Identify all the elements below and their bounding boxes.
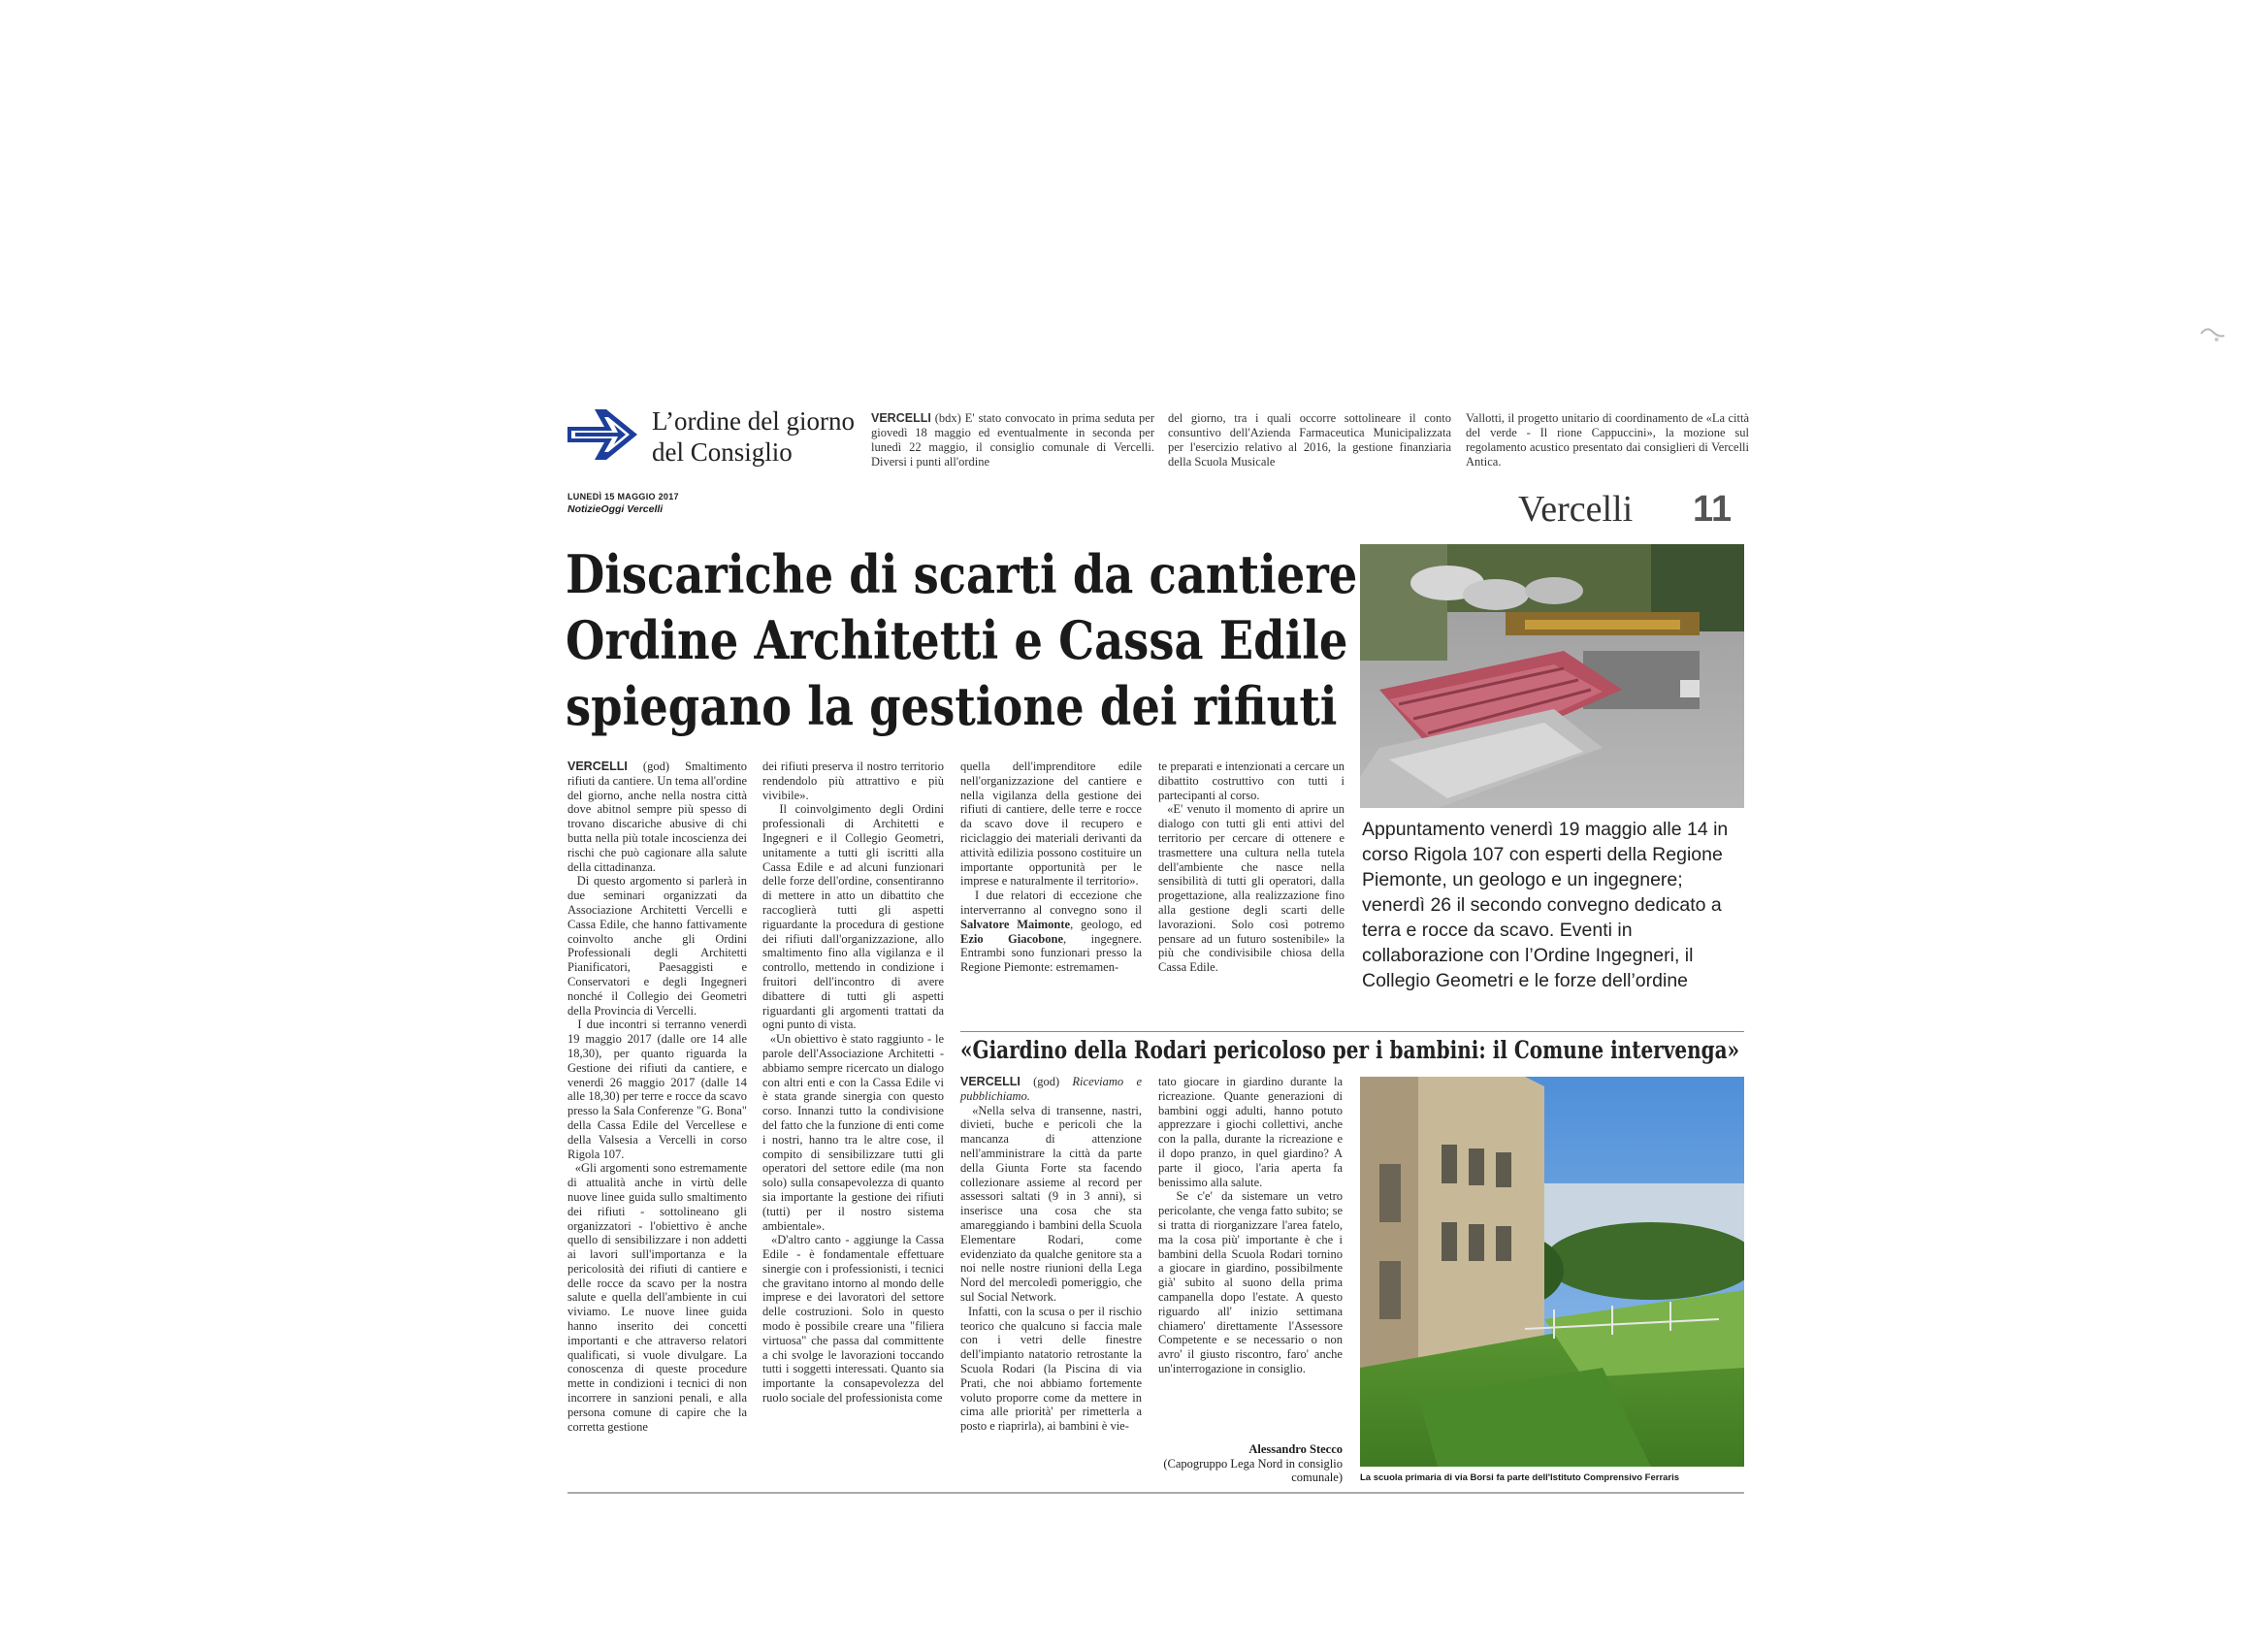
photo-caption: La scuola primaria di via Borsi fa parte dell'Istituto Comprensivo Ferraris: [1360, 1472, 1680, 1483]
section-name: Vercelli: [1518, 489, 1634, 530]
dateline: VERCELLI: [567, 760, 628, 773]
agenda-text: (bdx) E' stato convocato in prima seduta per giovedì 18 maggio ed eventualmente in seconda per lunedì 22 maggio, il consiglio comunale di Vercelli. Diversi i punti all'ordine: [871, 411, 1154, 469]
article-column: [1158, 760, 1345, 975]
paragraph: , ingegnere. Entrambi sono funzionari presso la Regione Piemonte: estremamen-: [960, 931, 1142, 975]
paragraph: «Un obiettivo è stato raggiunto - le parole dell'Associazione Architetti - abbiamo sempre ricercato un dialogo con altri enti e con la Cassa Edile vi è stata grande sinergia con questo corso. Innanzi tutto la condivisione del fatto che la funzione di enti come i nostri, hanno tra le altre cose, il compito di sensibilizzare tutti gli operatori del settore edile (ma non solo) sulla consapevolezza di quanto sia importante la gestione dei rifiuti (tutti) per il nostro sistema ambientale».: [762, 1032, 945, 1233]
paragraph: (god) Smaltimento rifiuti da cantiere. Un tema all'ordine del giorno, anche nella nostra città dove abitnol sempre più spesso di trovano discariche abusive di chi butta nella più totale incoscienza dei rischi che può cagionare alla salute della cittadinanza.: [567, 760, 747, 874]
agenda-column: del giorno, tra i quali occorre sottolineare il conto consuntivo dell'Azienda Farmaceutica Municipalizzata per l'esercizio relativo al 2016, la gestione finanziaria della Scuola Musicale: [1168, 411, 1451, 469]
headline-line: spiegano la gestione dei rifiuti: [566, 675, 1338, 737]
speaker-name: Salvatore Maimonte: [960, 917, 1071, 931]
paragraph: Il coinvolgimento degli Ordini professionali di Architetti e Ingegneri e il Collegio Geometri, unitamente a tutti gli iscritti alla Cassa Edile e ad alcuni funzionari delle forze dell'ordine, consentiranno di mettere in atto un dibattito che raccoglierà tutti gli aspetti riguardante la procedura di gestione dei rifiuti dall'organizzazione, allo smaltimento fino alla vigilanza e il controllo, mettendo in condizione i fruitori dell'incontro di avere dibattere di tutti gli aspetti riguardanti gli argomenti trattati da ogni punto di vista.: [762, 802, 944, 1032]
paragraph: «Nella selva di transenne, nastri, divieti, buche e pericoli che la mancanza di attenzione nell'amministrare la città da parte della Giunta Forte sta facendo collezionare assieme al record per assessori saltati (9 in 3 anni), si inserisce una cosa che sta amareggiando i bambini della Scuola Elementare Rodari, come evidenziato da qualche genitore sta a noi nelle nostre riunioni della Lega Nord del mercoledì pomeriggio, che sul Social Network.: [960, 1103, 1142, 1304]
issue-date: LUNEDÌ 15 MAGGIO 2017: [567, 492, 679, 501]
paragraph: I due relatori di eccezione che interverranno al convegno sono il: [960, 889, 1142, 917]
agenda-column: Vallotti, il progetto unitario di coordinamento de «La città del verde - Il rione Cappuccini», la mozione sul regolamento acustico presentato dai consiglieri di Vercelli Antica.: [1466, 411, 1749, 469]
article-column: [762, 760, 944, 1406]
paragraph: quella dell'imprenditore edile nell'organizzazione del cantiere e nella vigilanza della gestione dei rifiuti di cantiere, delle terre e rocce da scavo dove il recupero e riciclaggio dei materiali derivanti da attività edilizia possono costituire un importante opportunità per le imprese e naturalmente il territorio».: [960, 760, 1142, 889]
paragraph: tato giocare in giardino durante la ricreazione. Quante generazioni di bambini oggi adulti, hanno potuto apprezzare i giochi collettivi, anche con la palla, durante la ricreazione e il dopo pranzo, in quel giardino? A parte il gioco, l'aria aperta fa benissimo alla salute.: [1158, 1075, 1343, 1189]
paragraph: «Gli argomenti sono estremamente di attualità anche in virtù delle nuove linee guida sullo smaltimento dei rifiuti - sottolineano gli organizzatori - l'obiettivo è anche quello di sensibilizzare i non addetti ai lavori sull'importanza e la pericolosità dei rifiuti di cantiere e delle rocce da scavo per la nostra salute e quella dell'ambiente in cui viviamo. Le nuove linee guida hanno inserito dei concetti importanti e che attraverso relatori qualificati, si vuole divulgare. La conoscenza di queste procedure mette in condizioni i tecnici di non incorrere in sanzioni penali, e alla persona comune di capire che la corretta gestione: [567, 1161, 747, 1434]
article-column: [960, 760, 1142, 975]
event-callout: Appuntamento venerdì 19 maggio alle 14 in corso Rigola 107 con esperti della Regione Piemonte, un geologo e un ingegnere; venerdì 26 il secondo convegno dedicato a terra e rocce da scavo. Eventi in collaborazione con l’Ordine Ingegneri, il Collegio Geometri e le forze dell’ordine: [1362, 819, 1729, 991]
article-column: [960, 1075, 1142, 1434]
signature-name: Alessandro Stecco: [1248, 1442, 1343, 1456]
headline-line: Ordine Architetti e Cassa Edile: [566, 609, 1348, 671]
signature-role: (Capogruppo Lega Nord in consiglio comunale): [1163, 1456, 1343, 1484]
article-headline: «Giardino della Rodari pericoloso per i bambini: il Comune intervenga»: [960, 1036, 1740, 1064]
agenda-title-line: L’ordine del giorno: [652, 406, 855, 436]
agenda-title: [652, 405, 860, 468]
arrow-icon: [566, 405, 641, 464]
paragraph: Se c'e' da sistemare un vetro pericolante, che venga fatto subito; se si tratta di riorganizzare l'area fatelo, ma la cosa più' importante è che i bambini della Scuola Rodari tornino a giocare in giardino, possibilmente già' subito al suono della prima campanella dopo l'estate. A questo riguardo all' inizio settimana chiamero' direttamente l'Assessore Competente e se necessario o non avro' il giusto riscontro, faro' anche un'interrogazione in consiglio.: [1158, 1189, 1344, 1375]
article-headline: [566, 541, 1358, 739]
dateline: VERCELLI: [960, 1075, 1021, 1088]
paragraph: Infatti, con la scusa o per il rischio teorico che qualcuno si faccia male con i vetri delle finestre dell'impianto natatorio retrostante la Scuola Rodari (la Piscina di via Prati, che noi abbiamo fortemente voluto proporre come da mettere in cima alle priorità' per rimetterla a posto e riaprirla), ai bambini è vie-: [960, 1304, 1142, 1434]
paragraph: te preparati e intenzionati a cercare un dibattito costruttivo con tutti i partecipanti al corso.: [1158, 760, 1345, 802]
speaker-name: Ezio Giacobone: [960, 931, 1064, 946]
section-divider: [960, 1031, 1744, 1032]
agenda-title-line: del Consiglio: [652, 437, 793, 467]
page-number: 11: [1693, 489, 1733, 530]
scan-mark-icon: [2197, 320, 2226, 349]
paragraph: dei rifiuti preserva il nostro territorio rendendolo più attrattivo e più vivibile».: [762, 760, 944, 802]
paragraph: «D'altro canto - aggiunge la Cassa Edile - è fondamentale effettuare sinergie con i professionisti, i tecnici che gravitano intorno al mondo delle imprese e dei lavoratori del settore delle costruzioni. Solo in questo modo è possibile creare una "filiera virtuosa" che passa dal committente a chi svolge le lavorazioni toccando tutti i soggetti interessati. Quanto sia importante la consapevolezza del ruolo sociale del professionista come: [762, 1233, 945, 1406]
article-column: [567, 760, 747, 1434]
newspaper-name: NotizieOggi Vercelli: [567, 503, 664, 515]
paragraph: , geologo, ed: [1070, 917, 1142, 931]
agenda-column: [871, 411, 1154, 469]
byline: (god): [1033, 1075, 1060, 1088]
dateline: VERCELLI: [871, 411, 931, 425]
debris-photo: [1360, 544, 1744, 808]
school-photo: [1360, 1077, 1744, 1467]
article-column: [1158, 1075, 1343, 1376]
paragraph: «E' venuto il momento di aprire un dialogo con tutti gli enti attivi del territorio per cercare di ottenere e trasmettere una cultura nella tutela dell'ambiente che nasce nella sensibilità di tutti gli operatori, dalla progettazione, alla realizzazione fino alla gestione degli scarti delle lavorazioni. Solo così potremo pensare ad un futuro sostenibile» la più che condivisibile chiosa della Cassa Edile.: [1158, 802, 1345, 975]
page-bottom-rule: [567, 1492, 1744, 1494]
signature: [1158, 1442, 1343, 1485]
paragraph: Di questo argomento si parlerà in due seminari organizzati da Associazione Architetti Vercelli e Cassa Edile, che hanno fattivamente coinvolto anche gli Ordini Professionali degli Architetti Pianificatori, Paesaggisti e Conservatori e degli Ingegneri nonché il Collegio dei Geometri della Provincia di Vercelli.: [567, 874, 748, 1018]
headline-line: Discariche di scarti da cantiere: [566, 543, 1358, 605]
paragraph: I due incontri si terranno venerdì 19 maggio 2017 (dalle ore 14 alle 18,30), per quanto riguarda la Gestione dei rifiuti da cantiere, e venerdì 26 maggio 2017 (dalle 14 alle 18,30) per terre e rocce da scavo presso la Sala Conferenze "G. Bona" della Cassa Edile del Vercellese e della Valsesia a Vercelli in corso Rigola 107.: [567, 1018, 748, 1161]
intro-note: Riceviamo e pubblichiamo.: [960, 1075, 1142, 1103]
